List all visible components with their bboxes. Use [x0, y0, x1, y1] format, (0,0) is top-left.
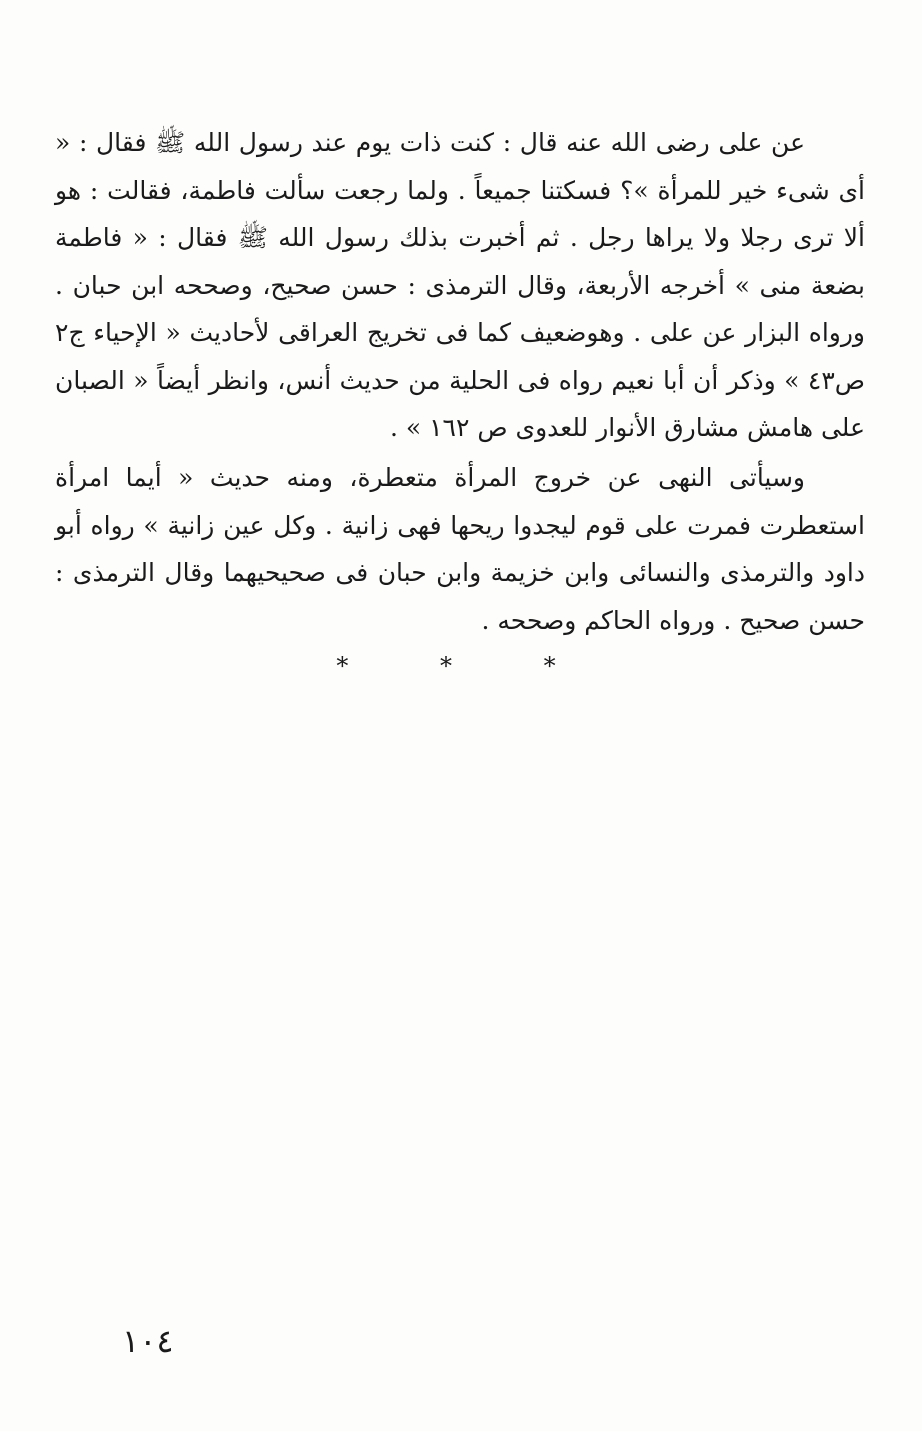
section-separator: [0, 652, 922, 680]
paragraph-hadith-fatima: [55, 119, 865, 452]
asterisk-ornament: *: [440, 652, 482, 680]
paragraph-text: عن على رضى الله عنه قال : كنت ذات يوم عند رسول الله ﷺ فقال : « أى شىء خير للمرأة »؟ فسكتنا جميعاً . ولما رجعت سألت فاطمة، فقالت : هو ألا ترى رجلا ولا يراها رجل . ثم أخبرت بذلك رسول الله ﷺ فقال : « فاطمة بضعة منى » أخرجه الأربعة، وقال الترمذى : حسن صحيح، وصححه ابن حبان . ورواه البزار عن على . وهوضعيف كما فى تخريج العراقى لأحاديث « الإحياء ج٢ ص٤٣ » وذكر أن أبا نعيم رواه فى الحلية من حديث أنس، وانظر أيضاً « الصبان على هامش مشارق الأنوار للعدوى ص ١٦٢ » .: [55, 128, 865, 442]
page-number: ١٠٤: [122, 1322, 174, 1360]
asterisk-ornament: *: [543, 652, 586, 680]
paragraph-text: وسيأتى النهى عن خروج المرأة متعطرة، ومنه حديث « أيما امرأة استعطرت فمرت على قوم ليجدوا ريحها فهى زانية . وكل عين زانية » رواه أبو داود والترمذى والنسائى وابن خزيمة وابن حبان فى صحيحيهما وقال الترمذى : حسن صحيح . ورواه الحاكم وصححه .: [55, 463, 865, 635]
paragraph-perfume: [55, 454, 865, 644]
asterisk-ornament: *: [336, 652, 379, 680]
